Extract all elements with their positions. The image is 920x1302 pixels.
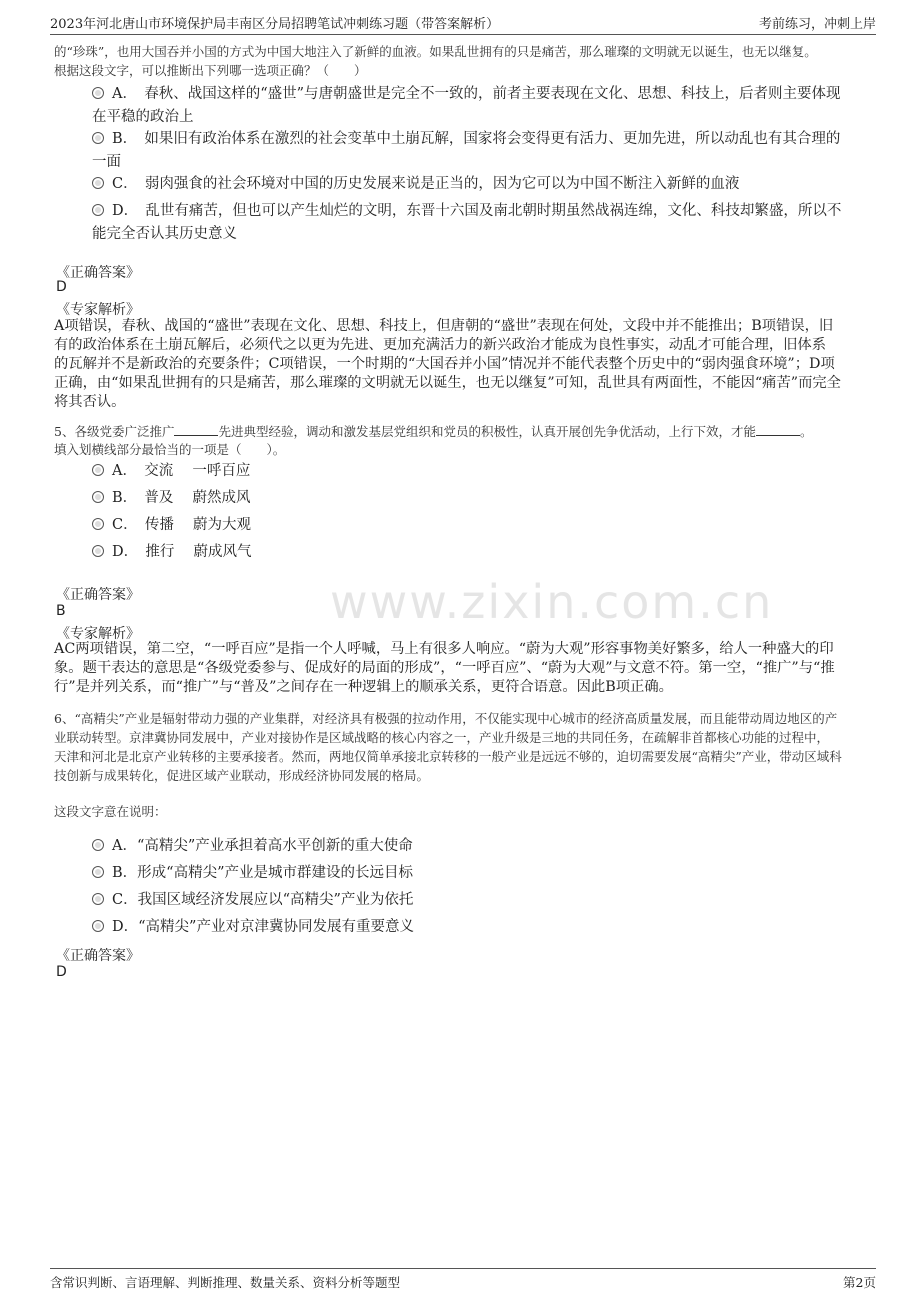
q5-option-c[interactable] (92, 514, 251, 537)
radio-icon[interactable] (92, 177, 104, 189)
q6-option-d[interactable] (92, 916, 414, 939)
fill-blank-2 (756, 423, 800, 436)
radio-icon[interactable] (92, 545, 104, 557)
q4-intro-line1: 的“珍珠”，也用大国吞并小国的方式为中国大地注入了新鲜的血液。如果乱世拥有的只是痛苦，那么璀璨的文明就无以诞生，也无以继复。 (54, 44, 817, 59)
option-text: B． 如果旧有政治体系在激烈的社会变革中土崩瓦解，国家将会变得更有活力、更加先进，所以动乱也有其合理的 (112, 131, 841, 147)
stem-line: 天津和河北是北京产业转移的主要承接者。然而，两地仅简单承接北京转移的一般产业是远远不够的，迫切需要发展“高精尖”产业，带动区域科 (54, 749, 842, 764)
radio-icon[interactable] (92, 204, 104, 216)
q4-answer: D (56, 279, 67, 295)
option-text: C． 弱肉强食的社会环境对中国的历史发展来说是正当的，因为它可以为中国不断注入新鲜的血液 (112, 176, 740, 192)
option-text-cont: 在平稳的政治上 (92, 109, 194, 125)
q5-stem-line1 (54, 422, 813, 441)
q5-answer: B (56, 603, 66, 619)
q5-option-d[interactable] (92, 541, 251, 564)
option-text: B． 普及 蔚然成风 (112, 490, 251, 506)
analysis-line: 将其否认。 (54, 394, 126, 410)
option-text-cont: 能完全否认其历史意义 (92, 226, 237, 242)
analysis-line: 象。题干表达的意思是“各级党委参与、促成好的局面的形成”，“一呼百应”、“蔚为大观”与文意不符。第一空，“推广”与“推 (54, 660, 835, 676)
page-header (50, 10, 876, 35)
radio-icon[interactable] (92, 866, 104, 878)
page-number: 第2页 (843, 1275, 876, 1290)
option-text: D． 乱世有痛苦，但也可以产生灿烂的文明，东晋十六国及南北朝时期虽然战祸连绵，文化、科技却繁盛，所以不 (112, 203, 842, 219)
stem-line: 业联动转型。京津冀协同发展中，产业对接协作是区域战略的核心内容之一，产业升级是三地的共同任务，在疏解非首都核心功能的过程中， (54, 730, 830, 745)
option-text: A．“高精尖”产业承担着高水平创新的重大使命 (112, 838, 413, 854)
q4-intro-line2: 根据这段文字，可以推断出下列哪一选项正确？（ ） (54, 63, 367, 78)
q6-option-c[interactable] (92, 889, 413, 912)
q6-option-a[interactable] (92, 835, 413, 858)
option-text: D．“高精尖”产业对京津冀协同发展有重要意义 (112, 919, 414, 935)
q6-option-b[interactable] (92, 862, 413, 885)
q4-option-a[interactable] (92, 83, 872, 129)
analysis-line: 的瓦解并不是新政治的充要条件；C项错误，一个时期的“大国吞并小国”情况并不能代表整个历史中的“弱肉强食环境”；D项 (54, 356, 835, 372)
analysis-line: A项错误，春秋、战国的“盛世”表现在文化、思想、科技上，但唐朝的“盛世”表现在何处，文段中并不能推出；B项错误，旧 (54, 318, 834, 334)
radio-icon[interactable] (92, 464, 104, 476)
q5-stem-line2: 填入划横线部分最恰当的一项是（ ）。 (54, 442, 286, 457)
option-text: C． 传播 蔚为大观 (112, 517, 251, 533)
q4-option-d[interactable] (92, 200, 872, 246)
stem-line: 6、“高精尖”产业是辐射带动力强的产业集群，对经济具有极强的拉动作用，不仅能实现中心城市的经济高质量发展，而且能带动周边地区的产 (54, 711, 838, 726)
document-title: 2023年河北唐山市环境保护局丰南区分局招聘笔试冲刺练习题（带答案解析） (50, 17, 500, 32)
q4-analysis (54, 317, 874, 412)
option-text: C．我国区域经济发展应以“高精尖”产业为依托 (112, 892, 414, 908)
analysis-line: 正确，由“如果乱世拥有的只是痛苦，那么璀璨的文明就无以诞生，也无以继复”可知，乱世具有两面性，不能因“痛苦”而完全 (54, 375, 841, 391)
analysis-line: AC两项错误，第二空，“一呼百应”是指一个人呼喊，马上有很多人响应。“蔚为大观”形容事物美好繁多，给人一种盛大的印 (54, 641, 834, 657)
q4-option-b[interactable] (92, 128, 872, 174)
stem-line: 技创新与成果转化，促进区域产业联动，形成经济协同发展的格局。 (54, 768, 430, 783)
q4-option-c[interactable] (92, 173, 872, 196)
q5-answer-label: 《正确答案》 (56, 587, 140, 603)
header-slogan: 考前练习，冲刺上岸 (758, 17, 876, 32)
option-text: B．形成“高精尖”产业是城市群建设的长远目标 (112, 865, 413, 881)
page-footer (50, 1268, 876, 1293)
analysis-line: 有的政治体系在土崩瓦解后，必须代之以更为先进、更加充满活力的新兴政治才能成为良性事实，动乱才可能合理，旧体系 (54, 337, 827, 353)
footer-topics: 含常识判断、言语理解、判断推理、数量关系、资料分析等题型 (50, 1275, 401, 1290)
q5-analysis (54, 640, 874, 697)
q5-option-b[interactable] (92, 487, 251, 510)
option-text: D． 推行 蔚成风气 (112, 544, 252, 560)
fill-blank-1 (174, 423, 218, 436)
option-text-cont: 一面 (92, 154, 121, 170)
stem-text: 。 (799, 424, 813, 439)
radio-icon[interactable] (92, 839, 104, 851)
radio-icon[interactable] (92, 87, 104, 99)
stem-text: 先进典型经验，调动和激发基层党组织和党员的积极性，认真开展创先争优活动，上行下效，才能 (218, 424, 756, 439)
stem-text: 5、各级党委广泛推广 (54, 424, 175, 439)
q5-analysis-label: 《专家解析》 (56, 626, 140, 642)
q5-option-a[interactable] (92, 460, 250, 483)
q6-question: 这段文字意在说明： (54, 804, 167, 819)
option-text: A． 春秋、战国这样的“盛世”与唐朝盛世是完全不一致的，前者主要表现在文化、思想、科技上，后者则主要体现 (112, 86, 841, 102)
radio-icon[interactable] (92, 491, 104, 503)
radio-icon[interactable] (92, 132, 104, 144)
option-text: A． 交流 一呼百应 (112, 463, 251, 479)
radio-icon[interactable] (92, 518, 104, 530)
q6-stem (54, 709, 884, 785)
q6-answer-label: 《正确答案》 (56, 948, 140, 964)
q4-answer-label: 《正确答案》 (56, 265, 140, 281)
watermark: www.zixin.com.cn (330, 575, 774, 629)
q6-answer: D (56, 964, 67, 980)
analysis-line: 行”是并列关系，而“推广”与“普及”之间存在一种逻辑上的顺承关系，更符合语意。因此B项正确。 (54, 679, 673, 695)
radio-icon[interactable] (92, 893, 104, 905)
q4-analysis-label: 《专家解析》 (56, 302, 140, 318)
radio-icon[interactable] (92, 920, 104, 932)
